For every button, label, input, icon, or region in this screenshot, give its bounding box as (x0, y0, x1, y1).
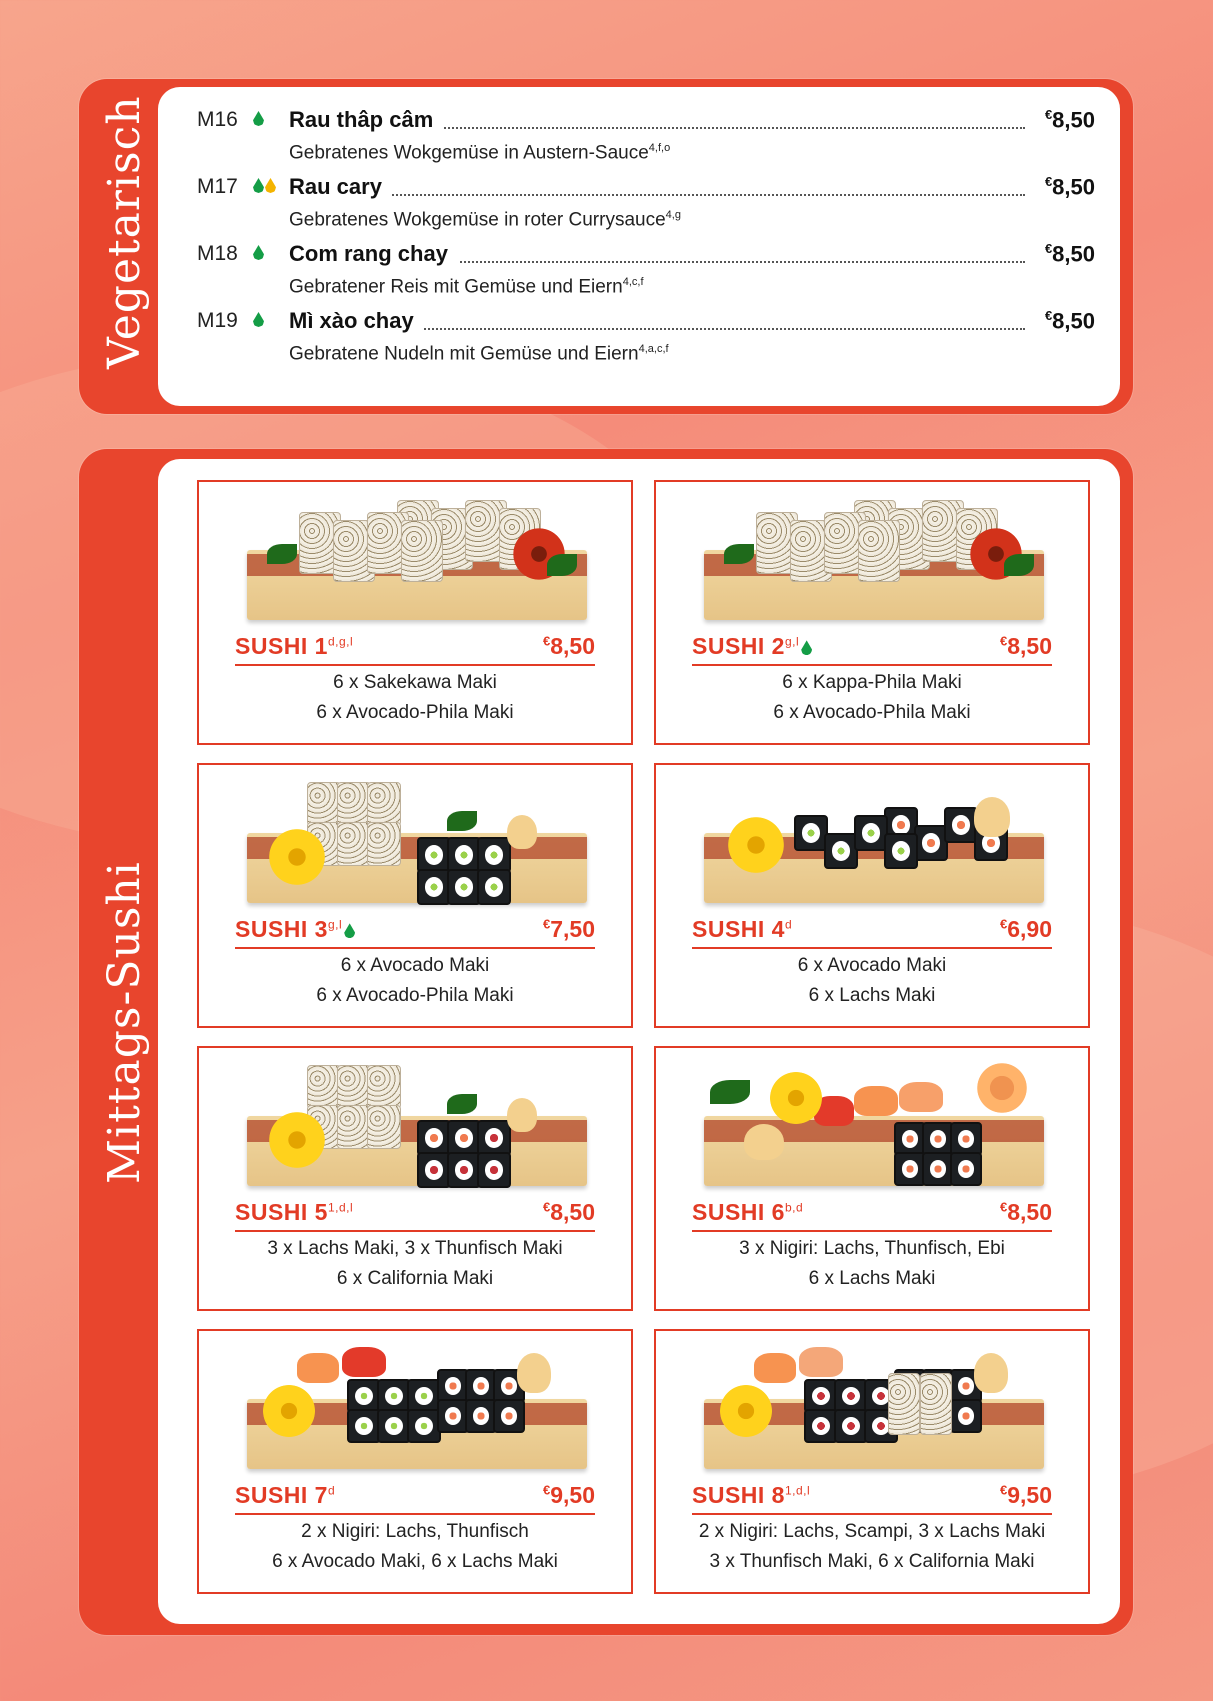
price-value: 8,50 (550, 633, 595, 659)
nigiri-piece (854, 1086, 898, 1116)
garnish-leaf (547, 554, 577, 576)
sushi-roll (367, 1065, 401, 1109)
description-text: Gebratenes Wokgemüse in Austern-Sauce (289, 142, 649, 164)
maki-roll (493, 1399, 525, 1433)
sushi-name (235, 1482, 335, 1509)
title-underline (692, 1230, 1052, 1232)
maki-roll (347, 1379, 381, 1413)
maki-roll (950, 1399, 982, 1433)
sushi-name-text: SUSHI 2 (692, 633, 785, 659)
item-price (1041, 107, 1095, 133)
nigiri-piece (297, 1353, 339, 1383)
sushi-roll (367, 822, 401, 866)
allergen-codes: d (327, 1483, 336, 1498)
sushi-name-text: SUSHI 8 (692, 1482, 785, 1508)
maki-roll (447, 1120, 481, 1156)
price-value: 8,50 (1052, 174, 1095, 200)
maki-roll (477, 1152, 511, 1188)
sushi-photo (704, 1060, 1044, 1186)
sushi-roll (401, 520, 443, 582)
diet-icons (253, 111, 264, 126)
price-value: 7,50 (550, 916, 595, 942)
sushi-contents-line-2: 3 x Thunfisch Maki, 6 x California Maki (709, 1551, 1035, 1572)
price-value: 9,50 (550, 1482, 595, 1508)
sushi-roll (367, 1105, 401, 1149)
sushi-roll (307, 1065, 341, 1109)
garnish-leaf (1004, 554, 1034, 576)
maki-roll (950, 1122, 982, 1156)
sushi-contents-line-2: 6 x California Maki (336, 1268, 494, 1289)
sushi-menu-card[interactable] (197, 1329, 633, 1594)
sushi-contents-line-2: 6 x Avocado Maki, 6 x Lachs Maki (272, 1551, 558, 1572)
green-drop-icon (253, 111, 264, 126)
sushi-name (692, 633, 812, 660)
maki-roll (347, 1409, 381, 1443)
maki-roll (447, 1152, 481, 1188)
item-price (1041, 308, 1095, 334)
item-code: M17 (197, 175, 238, 198)
maki-roll (447, 837, 481, 873)
sushi-photo (704, 494, 1044, 620)
allergen-codes: 1,d,l (327, 1200, 354, 1215)
sushi-price (1000, 916, 1052, 943)
item-description (289, 276, 644, 298)
allergen-codes: 4,g (665, 209, 681, 221)
sushi-photo (704, 777, 1044, 903)
sushi-name (692, 1482, 810, 1509)
sushi-roll (888, 1373, 920, 1435)
description-text: Gebratenes Wokgemüse in roter Currysauce (289, 209, 666, 231)
garnish-leaf (724, 544, 754, 564)
item-description (289, 142, 670, 164)
price-value: 8,50 (1052, 241, 1095, 267)
sushi-contents-line-1: 6 x Avocado Maki (340, 955, 490, 976)
allergen-codes: b,d (784, 1200, 804, 1215)
price-value: 8,50 (1052, 308, 1095, 334)
garnish-flower (974, 1060, 1030, 1116)
maki-roll (417, 1152, 451, 1188)
maki-roll (377, 1379, 411, 1413)
item-description (289, 209, 681, 231)
garnish-flower (718, 1383, 774, 1439)
maki-roll (407, 1379, 441, 1413)
sushi-name (692, 1199, 803, 1226)
sushi-price (543, 1482, 595, 1509)
nigiri-piece (754, 1353, 796, 1383)
pickled-ginger (974, 797, 1010, 837)
sushi-menu-card[interactable] (654, 1046, 1090, 1311)
maki-roll (417, 1120, 451, 1156)
allergen-codes: g,l (784, 634, 800, 649)
currency-symbol: € (1000, 1199, 1008, 1215)
nigiri-piece (342, 1347, 386, 1377)
sushi-price (1000, 1482, 1052, 1509)
maki-roll (914, 825, 948, 861)
diet-icons (253, 178, 276, 193)
green-drop-icon (801, 640, 812, 655)
section-title-vegetarian: Vegetarisch (99, 95, 150, 369)
sushi-name-text: SUSHI 5 (235, 1199, 328, 1225)
section-title-lunch-sushi: Mittags-Sushi (99, 861, 150, 1184)
sushi-price (1000, 633, 1052, 660)
item-description (289, 343, 669, 365)
currency-symbol: € (1000, 633, 1008, 649)
price-value: 8,50 (550, 1199, 595, 1225)
title-underline (692, 1513, 1052, 1515)
sushi-contents-line-2: 6 x Avocado-Phila Maki (316, 702, 514, 723)
sushi-name (235, 1199, 353, 1226)
sushi-photo (704, 1343, 1044, 1469)
currency-symbol: € (1000, 1482, 1008, 1498)
garnish-flower (726, 815, 786, 875)
sushi-name (235, 633, 353, 660)
sushi-price (543, 633, 595, 660)
maki-roll (884, 833, 918, 869)
garnish-leaf (267, 544, 297, 564)
maki-roll (477, 1120, 511, 1156)
item-name: Rau cary (289, 174, 392, 200)
green-drop-icon (253, 312, 264, 327)
maki-roll (950, 1152, 982, 1186)
garnish-flower (768, 1070, 824, 1126)
sushi-menu-card[interactable] (197, 763, 633, 1028)
sushi-roll (367, 782, 401, 826)
allergen-codes: 4,c,f (622, 276, 644, 288)
sushi-contents-line-2: 6 x Avocado-Phila Maki (773, 702, 971, 723)
sushi-contents-line-1: 6 x Kappa-Phila Maki (782, 672, 962, 693)
maki-roll (417, 869, 451, 905)
sushi-photo (247, 494, 587, 620)
price-value: 8,50 (1007, 633, 1052, 659)
green-drop-icon (253, 245, 264, 260)
sushi-photo (247, 1343, 587, 1469)
price-value: 8,50 (1007, 1199, 1052, 1225)
maki-roll (477, 837, 511, 873)
nigiri-piece (799, 1347, 843, 1377)
title-underline (235, 1230, 595, 1232)
sushi-name-text: SUSHI 7 (235, 1482, 328, 1508)
currency-symbol: € (543, 916, 551, 932)
garnish-flower (267, 1110, 327, 1170)
maki-roll (447, 869, 481, 905)
pickled-ginger (974, 1353, 1008, 1393)
title-underline (692, 947, 1052, 949)
sushi-contents-line-1: 3 x Nigiri: Lachs, Thunfisch, Ebi (739, 1238, 1005, 1259)
nigiri-piece (899, 1082, 943, 1112)
maki-roll (804, 1409, 838, 1443)
sushi-contents-line-1: 2 x Nigiri: Lachs, Scampi, 3 x Lachs Maki (698, 1521, 1046, 1542)
garnish-leaf (447, 811, 477, 831)
yellow-drop-icon (265, 178, 276, 193)
currency-symbol: € (543, 633, 551, 649)
dotted-leader (289, 194, 1025, 196)
maki-roll (794, 815, 828, 851)
sushi-menu-card[interactable] (197, 1046, 633, 1311)
garnish-leaf (710, 1080, 750, 1104)
sushi-price (543, 1199, 595, 1226)
allergen-codes: g,l (327, 917, 343, 932)
maki-roll (834, 1409, 868, 1443)
pickled-ginger (744, 1124, 784, 1160)
description-text: Gebratene Nudeln mit Gemüse und Eiern (289, 343, 639, 365)
sushi-roll (337, 782, 371, 826)
sushi-name-text: SUSHI 4 (692, 916, 785, 942)
diet-icons (253, 312, 264, 327)
item-code: M18 (197, 242, 238, 265)
pickled-ginger (507, 815, 537, 849)
item-code: M19 (197, 309, 238, 332)
item-code: M16 (197, 108, 238, 131)
sushi-price (543, 916, 595, 943)
green-drop-icon (253, 178, 264, 193)
sushi-photo (247, 1060, 587, 1186)
description-text: Gebratener Reis mit Gemüse und Eiern (289, 276, 623, 298)
maki-roll (407, 1409, 441, 1443)
sushi-roll (920, 1373, 952, 1435)
sushi-contents-line-2: 6 x Avocado-Phila Maki (316, 985, 514, 1006)
currency-symbol: € (543, 1482, 551, 1498)
currency-symbol: € (1044, 308, 1053, 323)
green-drop-icon (344, 923, 355, 938)
maki-roll (944, 807, 978, 843)
maki-roll (804, 1379, 838, 1413)
sushi-contents-line-1: 6 x Avocado Maki (797, 955, 947, 976)
maki-roll (834, 1379, 868, 1413)
allergen-codes: 4,a,c,f (638, 343, 669, 355)
item-name: Com rang chay (289, 241, 458, 267)
item-name: Rau thâp câm (289, 107, 443, 133)
garnish-leaf (447, 1094, 477, 1114)
sushi-roll (337, 1065, 371, 1109)
sushi-contents-line-2: 6 x Lachs Maki (808, 985, 936, 1006)
sushi-name-text: SUSHI 3 (235, 916, 328, 942)
currency-symbol: € (1000, 916, 1008, 932)
sushi-menu-card[interactable] (197, 480, 633, 745)
sushi-contents-line-1: 2 x Nigiri: Lachs, Thunfisch (301, 1521, 529, 1542)
maki-roll (477, 869, 511, 905)
maki-roll (417, 837, 451, 873)
title-underline (692, 664, 1052, 666)
allergen-codes: d,g,l (327, 634, 354, 649)
sushi-price (1000, 1199, 1052, 1226)
sushi-contents-line-1: 6 x Sakekawa Maki (333, 672, 497, 693)
allergen-codes: 1,d,l (784, 1483, 811, 1498)
allergen-codes: d (784, 917, 793, 932)
allergen-codes: 4,f,o (648, 142, 671, 154)
price-value: 6,90 (1007, 916, 1052, 942)
title-underline (235, 1513, 595, 1515)
price-value: 9,50 (1007, 1482, 1052, 1508)
sushi-roll (307, 782, 341, 826)
currency-symbol: € (1044, 174, 1053, 189)
pickled-ginger (517, 1353, 551, 1393)
sushi-menu-card[interactable] (654, 763, 1090, 1028)
currency-symbol: € (543, 1199, 551, 1215)
item-price (1041, 174, 1095, 200)
sushi-name-text: SUSHI 1 (235, 633, 328, 659)
sushi-roll (337, 1105, 371, 1149)
sushi-name (235, 916, 355, 943)
title-underline (235, 947, 595, 949)
sushi-menu-card[interactable] (654, 480, 1090, 745)
sushi-name-text: SUSHI 6 (692, 1199, 785, 1225)
item-name: Mì xào chay (289, 308, 424, 334)
garnish-flower (261, 1383, 317, 1439)
sushi-menu-card[interactable] (654, 1329, 1090, 1594)
item-price (1041, 241, 1095, 267)
maki-roll (824, 833, 858, 869)
sushi-roll (858, 520, 900, 582)
sushi-name (692, 916, 792, 943)
maki-roll (377, 1409, 411, 1443)
price-value: 8,50 (1052, 107, 1095, 133)
currency-symbol: € (1044, 107, 1053, 122)
sushi-photo (247, 777, 587, 903)
garnish-flower (267, 827, 327, 887)
sushi-contents-line-2: 6 x Lachs Maki (808, 1268, 936, 1289)
diet-icons (253, 245, 264, 260)
sushi-contents-line-1: 3 x Lachs Maki, 3 x Thunfisch Maki (267, 1238, 563, 1259)
sushi-roll (337, 822, 371, 866)
currency-symbol: € (1044, 241, 1053, 256)
pickled-ginger (507, 1098, 537, 1132)
maki-roll (854, 815, 888, 851)
title-underline (235, 664, 595, 666)
